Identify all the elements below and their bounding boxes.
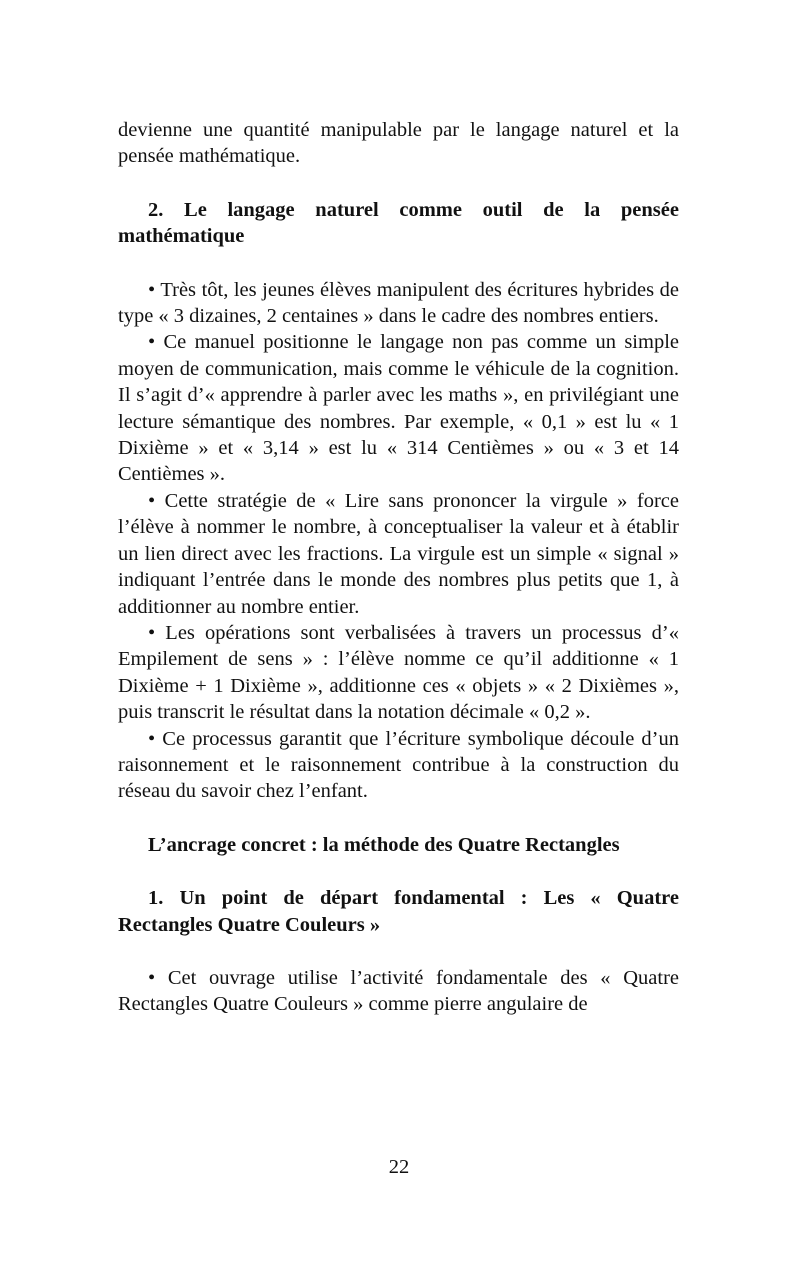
section-heading-point-de-depart: 1. Un point de départ fondamental : Les « Quatre Rectangles Quatre Couleurs »: [118, 887, 679, 936]
bullet-paragraph: • Cet ouvrage utilise l’activité fondamentale des « Quatre Rectangles Quatre Couleurs » comme pierre angulaire de: [118, 966, 679, 1016]
page-body: [118, 117, 679, 1018]
bullet-paragraph: • Ce processus garantit que l’écriture symbolique découle d’un raisonnement et le raisonnement contribue à la construction du réseau du savoir chez l’enfant.: [118, 727, 679, 803]
part-heading-quatre-rectangles: L’ancrage concret : la méthode des Quatre Rectangles: [148, 833, 620, 856]
bullet-paragraph: • Cette stratégie de « Lire sans prononcer la virgule » force l’élève à nommer le nombre, à conceptualiser la valeur et à établir un lien direct avec les fractions. La virgule est un simple « signal » indiquant l’entrée dans le monde des nombres plus petits que 1, à additionner au nombre entier.: [118, 489, 679, 618]
bullet-paragraph: • Ce manuel positionne le langage non pas comme un simple moyen de communication, mais comme le véhicule de la cognition. Il s’agit d’« apprendre à parler avec les maths », en privilégiant une lecture sémantique des nombres. Par exemple, « 0,1 » est lu « 1 Dixième » et « 3,14 » est lu « 314 Centièmes » ou « 3 et 14 Centièmes ».: [118, 331, 679, 486]
page-number: 22: [388, 1156, 410, 1178]
bullet-paragraph: • Très tôt, les jeunes élèves manipulent des écritures hybrides de type « 3 dizaines, 2 centaines » dans le cadre des nombres entiers.: [118, 278, 679, 328]
intro-paragraph: devienne une quantité manipulable par le langage naturel et la pensée mathématique.: [118, 119, 679, 168]
bullet-paragraph: • Les opérations sont verbalisées à travers un processus d’« Empilement de sens » : l’élève nomme ce qu’il additionne « 1 Dixième + 1 Dixième », additionne ces « objets » « 2 Dixièmes », puis transcrit le résultat dans la notation décimale « 0,2 ».: [118, 621, 679, 724]
section-heading-langage-naturel: 2. Le langage naturel comme outil de la pensée mathématique: [118, 198, 679, 248]
